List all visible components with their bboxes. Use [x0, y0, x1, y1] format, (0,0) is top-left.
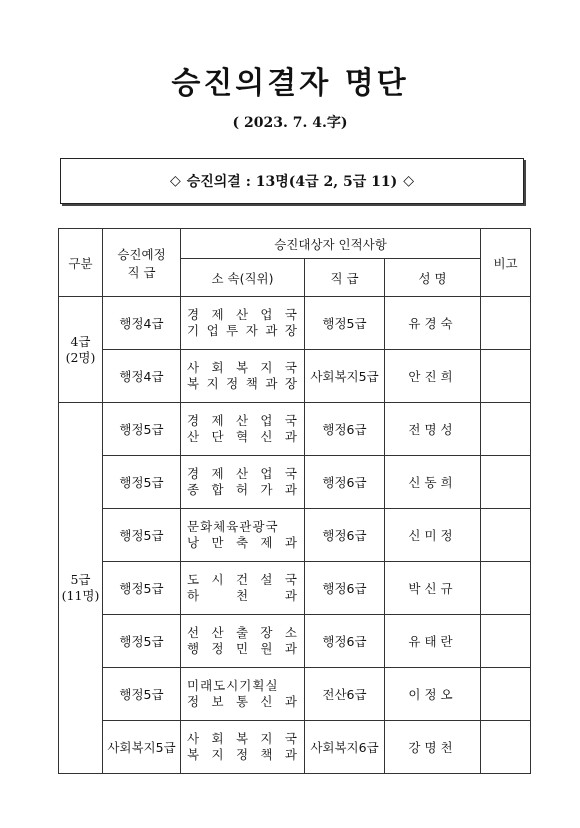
- affiliation-line1: 선 산 출 장 소: [187, 625, 298, 640]
- table-row: [59, 668, 531, 721]
- promotion-table: [58, 228, 531, 774]
- remarks-cell: [481, 350, 531, 403]
- header-target-rank: [103, 229, 181, 297]
- summary-text: 승진의결 : 13명(4급 2, 5급 11): [186, 174, 398, 190]
- target-rank-cell: 행정5급: [103, 562, 181, 615]
- header-candidate-info: 승진대상자 인적사항: [181, 229, 481, 259]
- current-rank-cell: 행정6급: [305, 615, 385, 668]
- document-title: 승진의결자 명단: [171, 66, 409, 101]
- affiliation-line1: 도 시 건 설 국: [187, 572, 298, 587]
- affiliation-line1: 미래도시기획실: [187, 678, 279, 693]
- name-cell: 박신규: [385, 562, 481, 615]
- table-body: [59, 297, 531, 774]
- target-rank-cell: 행정5급: [103, 615, 181, 668]
- group-label: [59, 403, 103, 774]
- diamond-close-icon: ◇: [403, 173, 415, 189]
- affiliation-line2: 하 천 과: [187, 588, 298, 603]
- group-label-line2: (2명): [65, 349, 96, 365]
- name-cell: 안진희: [385, 350, 481, 403]
- remarks-cell: [481, 668, 531, 721]
- table-row: [59, 562, 531, 615]
- header-target-rank-line1: 승진예정: [117, 246, 166, 262]
- affiliation-line2: 복 지 정 책 과 장: [187, 376, 298, 391]
- header-remarks: 비고: [481, 229, 531, 297]
- diamond-open-icon: ◇: [169, 173, 181, 189]
- remarks-cell: [481, 456, 531, 509]
- table-row: [59, 615, 531, 668]
- table-row: [59, 509, 531, 562]
- name-cell: 강명천: [385, 721, 481, 774]
- target-rank-cell: 행정4급: [103, 350, 181, 403]
- affiliation-cell: [181, 509, 305, 562]
- current-rank-cell: 행정5급: [305, 297, 385, 350]
- current-rank-cell: 행정6급: [305, 403, 385, 456]
- table-row: [59, 350, 531, 403]
- target-rank-cell: 사회복지5급: [103, 721, 181, 774]
- group-label-line2: (11명): [61, 588, 100, 603]
- header-division: 구분: [59, 229, 103, 297]
- current-rank-cell: 전산6급: [305, 668, 385, 721]
- header-current-rank: 직 급: [305, 259, 385, 297]
- affiliation-line2: 정 보 통 신 과: [187, 694, 298, 709]
- affiliation-line2: 기 업 투 자 과 장: [187, 323, 298, 338]
- name-cell: 신미정: [385, 509, 481, 562]
- target-rank-cell: 행정5급: [103, 668, 181, 721]
- document-date: ( 2023. 7. 4.字): [232, 115, 348, 131]
- affiliation-line1: 사 회 복 지 국: [187, 731, 298, 746]
- affiliation-line2: 산 단 혁 신 과: [187, 429, 298, 444]
- affiliation-line1: 경 제 산 업 국: [187, 307, 298, 322]
- table-row: [59, 456, 531, 509]
- affiliation-line1: 경 제 산 업 국: [187, 413, 298, 428]
- current-rank-cell: 행정6급: [305, 562, 385, 615]
- name-cell: 신동희: [385, 456, 481, 509]
- target-rank-cell: 행정4급: [103, 297, 181, 350]
- current-rank-cell: 행정6급: [305, 509, 385, 562]
- affiliation-cell: [181, 403, 305, 456]
- affiliation-line1: 사 회 복 지 국: [187, 360, 298, 375]
- affiliation-line2: 종 합 허 가 과: [187, 482, 298, 497]
- header-target-rank-line2: 직 급: [127, 264, 156, 280]
- group-label-line1: 4급: [70, 333, 91, 349]
- remarks-cell: [481, 297, 531, 350]
- target-rank-cell: 행정5급: [103, 456, 181, 509]
- remarks-cell: [481, 562, 531, 615]
- remarks-cell: [481, 615, 531, 668]
- remarks-cell: [481, 721, 531, 774]
- current-rank-cell: 행정6급: [305, 456, 385, 509]
- affiliation-line2: 행 정 민 원 과: [187, 641, 298, 656]
- name-cell: 유경숙: [385, 297, 481, 350]
- affiliation-cell: [181, 668, 305, 721]
- target-rank-cell: 행정5급: [103, 509, 181, 562]
- affiliation-line2: 복 지 정 책 과: [187, 747, 298, 762]
- header-name: 성 명: [385, 259, 481, 297]
- affiliation-cell: [181, 350, 305, 403]
- current-rank-cell: 사회복지5급: [305, 350, 385, 403]
- name-cell: 이정오: [385, 668, 481, 721]
- affiliation-cell: [181, 297, 305, 350]
- target-rank-cell: 행정5급: [103, 403, 181, 456]
- header-affiliation: 소 속(직위): [181, 259, 305, 297]
- summary-box: [60, 158, 524, 204]
- affiliation-line1: 경 제 산 업 국: [187, 466, 298, 481]
- affiliation-cell: [181, 456, 305, 509]
- group-label: [59, 297, 103, 403]
- name-cell: 전명성: [385, 403, 481, 456]
- affiliation-line2: 낭 만 축 제 과: [187, 535, 298, 550]
- affiliation-cell: [181, 721, 305, 774]
- name-cell: 유태란: [385, 615, 481, 668]
- remarks-cell: [481, 403, 531, 456]
- affiliation-cell: [181, 615, 305, 668]
- table-row: [59, 403, 531, 456]
- table-row: [59, 297, 531, 350]
- affiliation-cell: [181, 562, 305, 615]
- table-row: [59, 721, 531, 774]
- group-label-line1: 5급: [70, 572, 91, 587]
- affiliation-line1: 문화체육관광국: [187, 519, 279, 534]
- remarks-cell: [481, 509, 531, 562]
- current-rank-cell: 사회복지6급: [305, 721, 385, 774]
